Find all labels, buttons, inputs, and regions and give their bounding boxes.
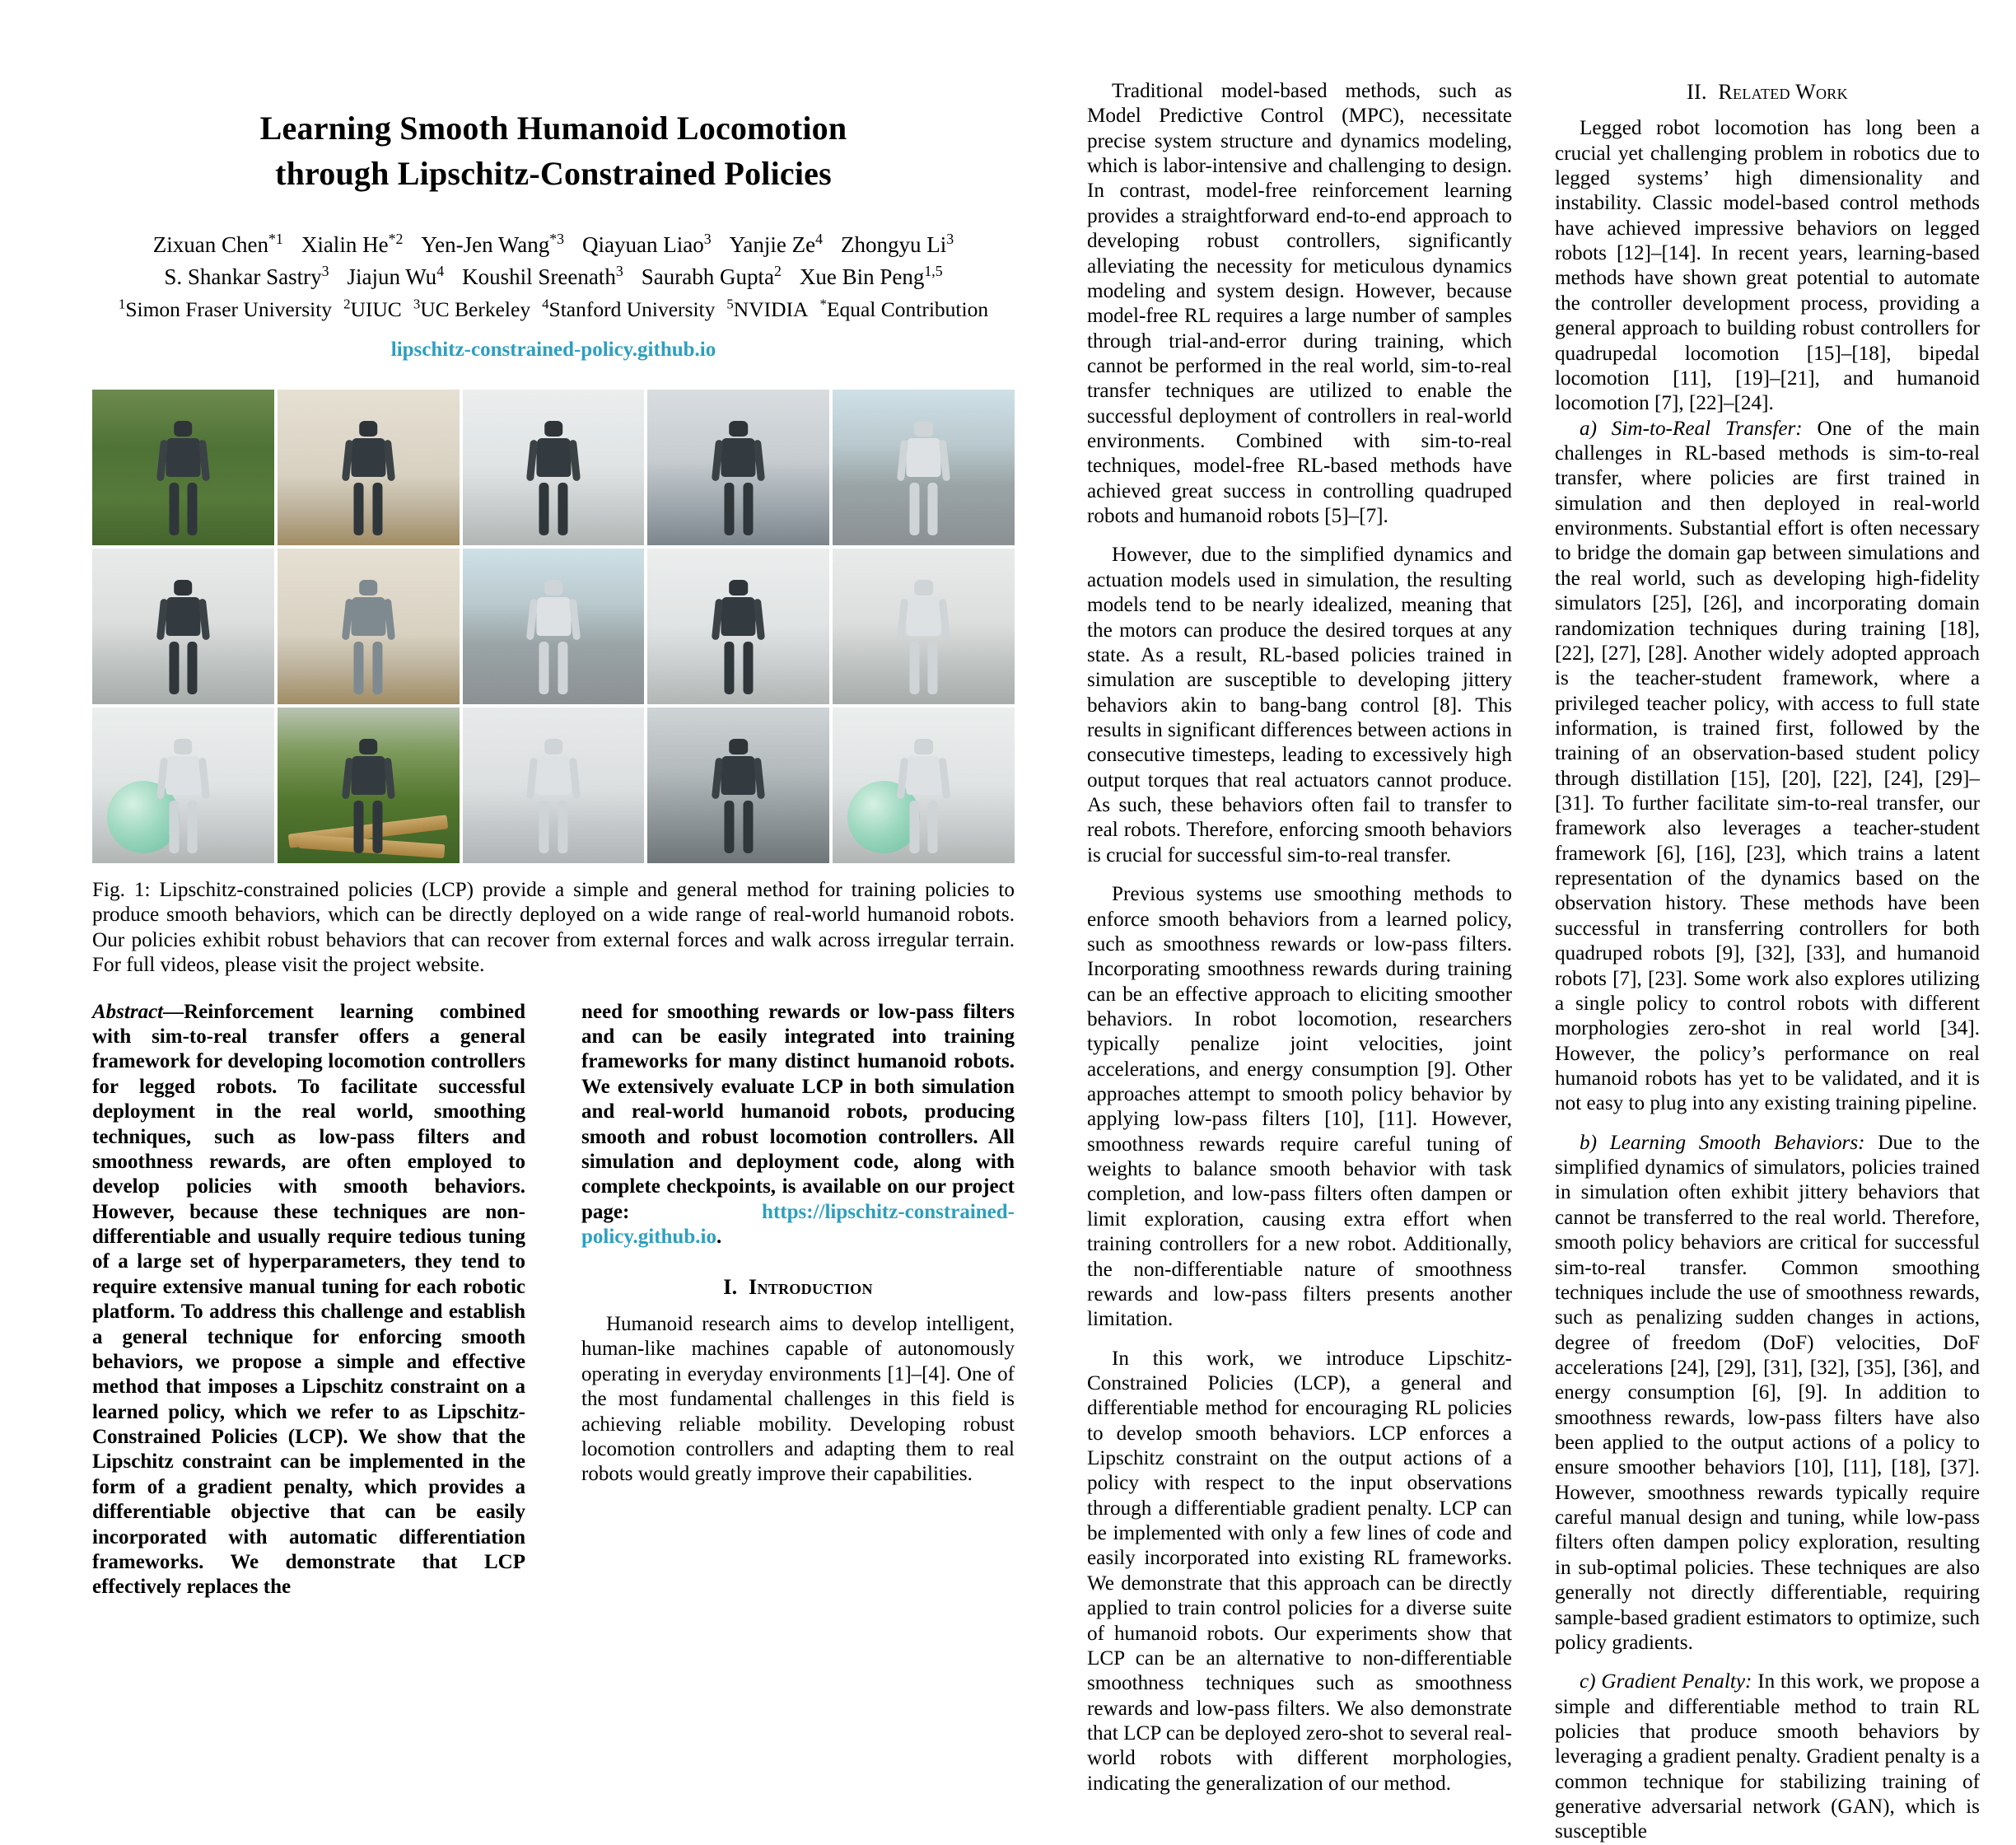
robot-arm-r bbox=[384, 758, 395, 800]
humanoid-robot-figure bbox=[152, 739, 214, 854]
affiliation-marker: * bbox=[819, 296, 827, 312]
subsection-body: In this work, we propose a simple and differentiable method to train RL policies that produce smooth behaviors by leveraging a gradient penalty. Gradient penalty is a common technique for stabilizing training of generative adversarial network (GAN), which is susceptible bbox=[1555, 1670, 1980, 1843]
section-title-related-work: Related Work bbox=[1718, 80, 1848, 104]
robot-leg-l bbox=[725, 642, 735, 694]
subsection-title: Sim-to-Real Transfer: bbox=[1611, 417, 1818, 440]
affiliation-marker: 5 bbox=[726, 296, 734, 312]
affiliation-marker: 1 bbox=[118, 296, 126, 312]
affiliation-name: UC Berkeley bbox=[420, 297, 531, 322]
robot-leg-r bbox=[558, 801, 567, 853]
robot-leg-r bbox=[372, 642, 382, 694]
project-url-link[interactable]: lipschitz-constrained-policy.github.io bbox=[390, 339, 716, 362]
author-block bbox=[92, 229, 1015, 364]
robot-leg-l bbox=[725, 483, 735, 535]
robot-leg-l bbox=[169, 483, 179, 535]
robot-head bbox=[359, 580, 378, 596]
robot-torso bbox=[721, 438, 756, 478]
robot-head bbox=[174, 421, 193, 437]
humanoid-robot-figure bbox=[893, 580, 954, 695]
page-title bbox=[92, 105, 1015, 196]
robot-leg-r bbox=[743, 642, 753, 694]
mid-paragraph-2: However, due to the simplified dynamics and actuation models used in simulation, the resulting models tend to be nearly idealized, meaning that the motors can produce the desired torques at any state. As a result, RL-based policies trained in simulation are susceptible to developing jittery behaviors akin to bang-bang control [8]. This results in significant differences between actions in consecutive timesteps, leading to excessively high output torques that real actuators cannot produce. As such, these behaviors often fail to transfer to real robots. Therefore, enforcing smooth behaviors is crucial for successful sim-to-real transfer. bbox=[1087, 544, 1512, 866]
figure-photo-indoor-room-robot bbox=[92, 549, 274, 704]
robot-head bbox=[914, 739, 933, 755]
robot-head bbox=[914, 580, 933, 596]
robot-torso bbox=[907, 597, 941, 637]
author-name: Saurabh Gupta bbox=[641, 264, 774, 289]
robot-leg-r bbox=[928, 801, 938, 853]
left-block bbox=[92, 0, 1015, 1600]
subsection-body: One of the main challenges in RL-based methods is sim-to-real transfer, where policies are first trained in simulation and then deployed in real-world environments. Substantial effort is often necessary to bridge the domain gap between simulations and the real world, such as developing high-fidelity simulators [25], [26], and incorporating domain randomization techniques during training [18], [22], [27], [28]. Another widely adopted approach is the teacher-student framework, where a privileged teacher policy, with access to full state information, is trained first, followed by the training of an observation-based student policy through distillation [15], [20], [22], [24], [29]–[31]. To further facilitate sim-to-real transfer, our framework also leverages a teacher-student framework [6], [16], [23], which trains a latent representation of the dynamics based on the observation history. These methods have been successful in transferring controllers for both quadruped robots [9], [32], [33], and humanoid robots [7], [23]. Some work also explores utilizing a single policy to control robots with different morphologies zero-shot in real world [34]. However, the policy’s performance on real humanoid robots has yet to be validated, and it is not easy to plug into any existing training pipeline. bbox=[1555, 417, 1980, 1115]
related-work-subsection-3 bbox=[1555, 1670, 1980, 1845]
author-affiliation-marker: 2 bbox=[773, 262, 782, 279]
figure-photo-gym-ball-robot bbox=[92, 708, 274, 863]
robot-leg-l bbox=[909, 483, 919, 535]
author-affiliation-marker: 3 bbox=[615, 262, 623, 279]
robot-torso bbox=[536, 597, 571, 637]
author-affiliation-marker: *1 bbox=[268, 231, 283, 248]
abstract-text-left: Reinforcement learning combined with sim-to-real transfer offers a general framework for developing locomotion controllers for legged robots. To facilitate successful deployment in the real world, smoothing techniques, such as low-pass filters and smoothness rewards, are often employed to develop policies with smooth behaviors. However, because these techniques are non-differentiable and usually require tedious tuning of a large set of hyperparameters, they tend to require extensive manual tuning for each robotic platform. To address this challenge and establish a general technique for enforcing smooth behaviors, we propose a simple and effective method that imposes a Lipschitz constraint on a learned policy, which we refer to as Lipschitz-Constrained Policies (LCP). We show that the Lipschitz constraint can be implemented in the form of a gradient penalty, which provides a differentiable objective that can be easily incorporated with automatic differentiation frameworks. We demonstrate that LCP effectively replaces the bbox=[92, 1000, 525, 1599]
robot-leg-r bbox=[188, 642, 198, 694]
affiliation-name: UIUC bbox=[350, 297, 402, 322]
author-name: Zhongyu Li bbox=[841, 232, 947, 258]
robot-arm-r bbox=[568, 440, 580, 482]
section-title-introduction: Introduction bbox=[749, 1275, 873, 1300]
humanoid-robot-figure bbox=[522, 580, 584, 695]
robot-torso bbox=[166, 597, 200, 637]
figure-photo-lab-whiteboard-robot bbox=[463, 390, 645, 545]
section-numeral-related-work: II. bbox=[1687, 80, 1707, 104]
abstract-text-right: need for smoothing rewards or low-pass filters and can be easily integrated into training frameworks for many distinct humanoid robots. We extensively evaluate LCP in both simulation and real-world humanoid robots, producing smooth and robust locomotion controllers. All simulation and deployment code, along with complete checkpoints, is available on our project page: bbox=[581, 1000, 1015, 1223]
author-affiliation-marker: 3 bbox=[321, 262, 329, 279]
author-name: Xue Bin Peng bbox=[799, 264, 925, 289]
subsection-body: Due to the simplified dynamics of simulators, policies trained in simulation often exhibit jittery behaviors that cannot be transferred to the real world. Therefore, smooth policy behaviors are critical for successful sim-to-real transfer. Common smoothing techniques include the use of smoothness rewards, such as penalizing sudden changes in actions, degree of freedom (DoF) velocities, DoF accelerations [24], [29], [31], [32], [35], [36], and energy consumption [6], [9]. In addition to smoothness rewards, low-pass filters have also been applied to the output actions of a policy to ensure smoother behaviors [10], [11], [18], [37]. However, smoothness rewards typically require careful manual design and tuning, while low-pass filters often dampen policy exploration, resulting in sub-optimal policies. These techniques are also generally not directly differentiable, requiring sample-based gradient estimators to optimize, such policy gradients. bbox=[1555, 1131, 1980, 1654]
author-affiliation-marker: *3 bbox=[549, 231, 565, 248]
robot-leg-l bbox=[354, 801, 364, 853]
robot-arm-r bbox=[939, 440, 950, 482]
humanoid-robot-figure bbox=[707, 739, 769, 854]
author-affiliation-marker: 1,5 bbox=[924, 262, 943, 279]
affiliation-marker: 2 bbox=[343, 296, 351, 312]
mid-paragraph-3: Previous systems use smoothing methods to enforce smooth behaviors from a learned policy, such as smoothness rewards or low-pass filters. Incorporating smoothness rewards during training can be an effective approach to eliciting smoother behaviors. In robot locomotion, researchers typically penalize joint velocities, joint accelerations, and energy consumption [9]. Other approaches attempt to smooth policy behavior by applying low-pass filters [10], [11]. However, smoothness rewards require careful tuning of weights to balance smooth behavior with task completion, and low-pass filters often dampen or limit exploration, causing extra effort when training controllers for a new robot. Additionally, the non-differentiable nature of smoothness rewards and low-pass filters presents another limitation. bbox=[1087, 883, 1512, 1331]
figure-caption: Fig. 1: Lipschitz-constrained policies (LCP) provide a simple and general method for training policies to produce smooth behaviors, which can be directly deployed on a wide range of real-world humanoid robots. Our policies exhibit robust behaviors that can recover from external forces and walk across irregular terrain. For full videos, please visit the project website. bbox=[92, 878, 1015, 977]
robot-torso bbox=[351, 597, 385, 637]
robot-leg-l bbox=[909, 642, 919, 694]
subsection-title: Learning Smooth Behaviors: bbox=[1609, 1131, 1878, 1154]
humanoid-robot-figure bbox=[893, 739, 954, 854]
author-name: Zixuan Chen bbox=[152, 232, 269, 258]
robot-head bbox=[730, 739, 749, 755]
robot-head bbox=[174, 580, 193, 596]
robot-torso bbox=[536, 756, 571, 796]
robot-arm-r bbox=[568, 758, 580, 800]
robot-leg-r bbox=[743, 801, 753, 853]
figure-photo-push-test-robot bbox=[647, 708, 829, 863]
robot-leg-r bbox=[928, 642, 938, 694]
robot-head bbox=[544, 580, 563, 596]
robot-arm-r bbox=[198, 440, 210, 482]
author-affiliation-marker: 3 bbox=[946, 231, 954, 248]
robot-head bbox=[544, 421, 563, 437]
robot-arm-r bbox=[198, 758, 210, 800]
figure-photo-grass-planks-robot bbox=[278, 708, 460, 863]
humanoid-robot-figure bbox=[338, 739, 399, 854]
robot-leg-l bbox=[539, 483, 549, 535]
figure-row bbox=[92, 390, 1015, 545]
robot-arm-r bbox=[754, 440, 765, 482]
abstract-block bbox=[92, 1000, 1015, 1600]
affiliation-name: Simon Fraser University bbox=[125, 297, 333, 322]
robot-leg-l bbox=[539, 801, 549, 853]
robot-head bbox=[730, 421, 749, 437]
mid-paragraph-4: In this work, we introduce Lipschitz-Constrained Policies (LCP), a general and differentiable method for encouraging RL policies to develop smooth behaviors. LCP enforces a Lipschitz constraint on the output actions of a policy with respect to the input observations through a differentiable gradient penalty. LCP can be implemented with only a few lines of code and easily incorporated into existing RL frameworks. We demonstrate that this approach can be directly applied to train control policies for a diverse suite of humanoid robots. Our experiments show that LCP can be an alternative to non-differentiable smoothness techniques such as smoothness rewards and low-pass filters. We also demonstrate that LCP can be deployed zero-shot to several real-world robots with different morphologies, indicating the generalization of our method. bbox=[1087, 1347, 1512, 1795]
affiliation-name: Stanford University bbox=[548, 297, 716, 322]
robot-head bbox=[914, 421, 933, 437]
author-affiliation-marker: 3 bbox=[703, 231, 712, 248]
robot-arm-r bbox=[939, 599, 950, 641]
humanoid-robot-figure bbox=[152, 421, 214, 536]
related-work-subsection-2 bbox=[1555, 1131, 1980, 1656]
robot-torso bbox=[166, 756, 200, 796]
affiliation-name: Equal Contribution bbox=[826, 297, 989, 322]
robot-head bbox=[174, 739, 193, 755]
humanoid-robot-figure bbox=[522, 739, 584, 854]
robot-head bbox=[359, 421, 378, 437]
subsection-label: b) bbox=[1580, 1131, 1610, 1154]
author-name: S. Shankar Sastry bbox=[164, 264, 322, 289]
abstract-column-right bbox=[581, 1000, 1015, 1600]
robot-head bbox=[359, 739, 378, 755]
humanoid-robot-figure bbox=[893, 421, 954, 536]
robot-leg-l bbox=[354, 642, 364, 694]
figure-row bbox=[92, 708, 1015, 863]
robot-leg-r bbox=[558, 483, 567, 535]
robot-torso bbox=[721, 756, 756, 796]
robot-leg-l bbox=[169, 801, 179, 853]
abstract-trailing-period: . bbox=[716, 1226, 722, 1249]
affiliation-marker: 3 bbox=[413, 296, 421, 312]
abstract-project-link[interactable]: https://lipschitz-constrained-policy.github.io bbox=[581, 1200, 1015, 1249]
robot-arm-r bbox=[384, 440, 395, 482]
robot-torso bbox=[536, 438, 571, 478]
section-heading-introduction bbox=[581, 1274, 1015, 1301]
author-name: Jiajun Wu bbox=[347, 264, 437, 289]
author-line-1 bbox=[92, 229, 1015, 260]
mid-paragraph-1: Traditional model-based methods, such as Model Predictive Control (MPC), necessitate precise system structure and dynamics modeling, which is labor-intensive and challenging to design. In contrast, model-free reinforcement learning provides a straightforward end-to-end approach to developing robust controllers, significantly alleviating the necessity for meticulous dynamics modeling and system design. However, because model-free RL requires a large number of samples through trial-and-error during training, which cannot be performed in the real world, sim-to-real transfer techniques are utilized to enable the successful deployment of controllers in real-world environments. Combined with sim-to-real techniques, model-free RL-based methods have achieved great success in controlling quadruped robots and humanoid robots [5]–[7]. bbox=[1087, 80, 1512, 528]
robot-arm-r bbox=[384, 599, 395, 641]
robot-leg-r bbox=[928, 483, 938, 535]
author-name: Yen-Jen Wang bbox=[421, 232, 550, 258]
robot-leg-r bbox=[558, 642, 567, 694]
middle-column bbox=[1087, 0, 1512, 1796]
robot-arm-r bbox=[568, 599, 580, 641]
affiliation-line bbox=[92, 295, 1015, 325]
robot-arm-r bbox=[754, 758, 765, 800]
figure-photo-outdoor-sidewalk-robot bbox=[833, 390, 1015, 545]
author-affiliation-marker: 4 bbox=[815, 231, 824, 248]
robot-torso bbox=[351, 756, 385, 796]
humanoid-robot-figure bbox=[707, 421, 769, 536]
subsection-label: a) bbox=[1580, 417, 1612, 440]
figure-row bbox=[92, 549, 1015, 704]
robot-torso bbox=[907, 438, 941, 478]
author-affiliation-marker: *2 bbox=[388, 231, 404, 248]
intro-paragraph-1: Humanoid research aims to develop intelligent, human-like machines capable of autonomously operating in everyday environments [1]–[4]. One of the most fundamental challenges in this field is achieving reliable mobility. Developing robust locomotion controllers and adapting them to real robots would greatly improve their capabilities. bbox=[581, 1313, 1015, 1486]
related-work-intro-paragraph: Legged robot locomotion has long been a crucial yet challenging problem in robotics due to legged systems’ high dimensionality and instability. Classic model-based control methods have achieved impressive behaviors on legged robots [12]–[14]. In recent years, learning-based methods have shown great potential to automate the controller development process, providing a general approach to building robust controllers for quadrupedal locomotion [15]–[18], bipedal locomotion [11], [19]–[21], and humanoid locomotion [7], [22]–[24]. bbox=[1555, 117, 1980, 415]
author-name: Koushil Sreenath bbox=[462, 264, 616, 289]
robot-torso bbox=[721, 597, 756, 637]
title-line-1: Learning Smooth Humanoid Locomotion bbox=[259, 110, 847, 147]
humanoid-robot-figure bbox=[338, 580, 399, 695]
related-work-subsections bbox=[1555, 417, 1980, 1845]
robot-leg-l bbox=[169, 642, 179, 694]
robot-head bbox=[544, 739, 563, 755]
affiliation-marker: 4 bbox=[542, 296, 549, 312]
robot-torso bbox=[351, 438, 385, 478]
figure-photo-tile-floor-robot bbox=[463, 708, 645, 863]
figure-photo-hallway-robot bbox=[278, 549, 460, 704]
figure-photo-ball-push-robot bbox=[833, 708, 1015, 863]
related-work-subsection-1 bbox=[1555, 417, 1980, 1117]
figure-photo-office-person-robot bbox=[647, 549, 829, 704]
author-affiliation-marker: 4 bbox=[436, 262, 445, 279]
abstract-column-left bbox=[92, 1000, 525, 1600]
figure-photo-grass-field-robot bbox=[92, 390, 274, 545]
robot-leg-r bbox=[372, 483, 382, 535]
robot-arm-r bbox=[198, 599, 210, 641]
title-line-2: through Lipschitz-Constrained Policies bbox=[275, 155, 832, 193]
author-name: Qiayuan Liao bbox=[582, 232, 704, 258]
affiliation-name: NVIDIA bbox=[733, 297, 809, 322]
humanoid-robot-figure bbox=[707, 580, 769, 695]
figure-photo-white-room-robot bbox=[833, 549, 1015, 704]
robot-arm-r bbox=[939, 758, 950, 800]
author-line-2 bbox=[92, 261, 1015, 292]
robot-torso bbox=[907, 756, 941, 796]
robot-leg-r bbox=[188, 483, 198, 535]
subsection-label: c) bbox=[1580, 1670, 1602, 1693]
robot-head bbox=[730, 580, 749, 596]
abstract-keyword: Abstract— bbox=[92, 1000, 184, 1023]
robot-leg-l bbox=[539, 642, 549, 694]
right-column bbox=[1555, 0, 1980, 1845]
robot-leg-l bbox=[354, 483, 364, 535]
author-name: Yanjie Ze bbox=[729, 232, 816, 258]
humanoid-robot-figure bbox=[522, 421, 584, 536]
figure-photo-corridor-person-robot bbox=[647, 390, 829, 545]
figure-photo-warehouse-box-robot bbox=[278, 390, 460, 545]
humanoid-robot-figure bbox=[338, 421, 399, 536]
section-heading-related-work bbox=[1555, 79, 1980, 105]
section-numeral-introduction: I. bbox=[723, 1275, 738, 1300]
robot-leg-r bbox=[188, 801, 198, 853]
robot-torso bbox=[166, 438, 200, 478]
humanoid-robot-figure bbox=[152, 580, 214, 695]
robot-leg-r bbox=[743, 483, 753, 535]
robot-leg-l bbox=[909, 801, 919, 853]
robot-leg-l bbox=[725, 801, 735, 853]
figure-1-image-grid bbox=[92, 390, 1015, 863]
author-name: Xialin He bbox=[301, 232, 389, 258]
figure-photo-parking-lot-robot bbox=[463, 549, 645, 704]
subsection-title: Gradient Penalty: bbox=[1601, 1670, 1758, 1693]
robot-arm-r bbox=[754, 599, 765, 641]
robot-leg-r bbox=[372, 801, 382, 853]
